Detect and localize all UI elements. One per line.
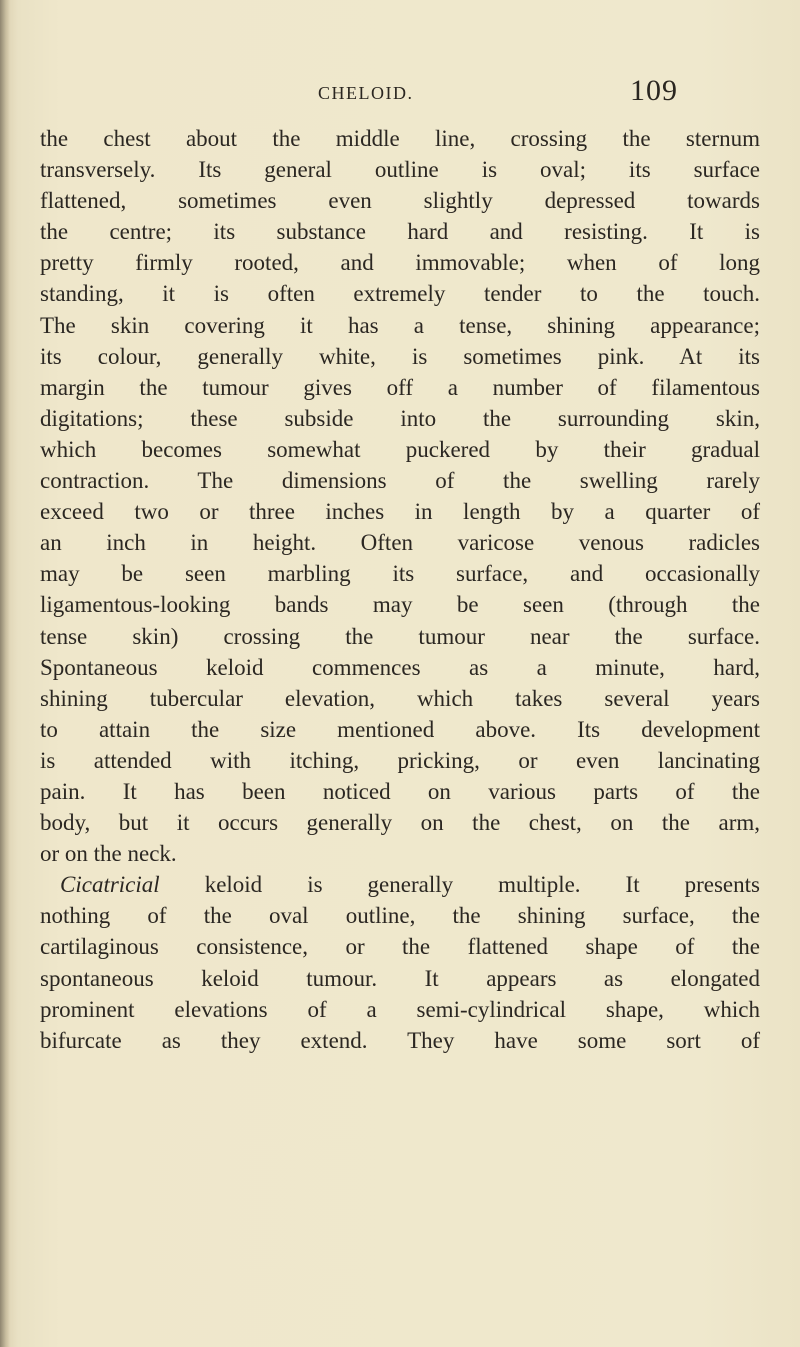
text-line: standing, it is often extremely tender to the touch. — [40, 281, 760, 307]
running-head — [0, 74, 800, 114]
text-line: digitations; these subside into the surrounding skin, — [40, 405, 760, 431]
text-line: tense skin) crossing the tumour near the surface. — [40, 623, 760, 649]
page-number: 109 — [630, 74, 678, 107]
text-line: Spontaneous keloid commences as a minute, hard, — [40, 654, 760, 680]
text-line: exceed two or three inches in length by a quarter of — [40, 499, 760, 525]
text-line: spontaneous keloid tumour. It appears as elongated — [40, 965, 760, 991]
header-title: CHELOID. — [318, 83, 414, 103]
text-line: cartilaginous consistence, or the flattened shape of the — [40, 934, 760, 960]
text-line: or on the neck. — [40, 841, 177, 867]
binding-gutter-shadow — [0, 0, 10, 1347]
text-line-rest: keloid is generally multiple. It presents — [204, 872, 760, 898]
text-line: prominent elevations of a semi-cylindrical shape, which — [40, 996, 760, 1022]
text-line: transversely. Its general outline is oval; its surface — [40, 157, 760, 183]
text-line: may be seen marbling its surface, and occasionally — [40, 561, 760, 587]
text-line: bifurcate as they extend. They have some sort of — [40, 1027, 760, 1053]
text-line: ligamentous-looking bands may be seen (through the — [40, 592, 760, 618]
text-line: the centre; its substance hard and resisting. It is — [40, 219, 760, 245]
italic-lead-word: Cicatricial — [60, 872, 160, 898]
text-line: its colour, generally white, is sometimes pink. At its — [40, 343, 760, 369]
text-line: pain. It has been noticed on various parts of the — [40, 778, 760, 804]
text-line: contraction. The dimensions of the swelling rarely — [40, 468, 760, 494]
text-line: shining tubercular elevation, which takes several years — [40, 685, 760, 711]
paragraph-first-line — [40, 869, 760, 900]
text-line: The skin covering it has a tense, shining appearance; — [40, 312, 760, 338]
text-line: to attain the size mentioned above. Its development — [40, 716, 760, 742]
text-line: which becomes somewhat puckered by their gradual — [40, 436, 760, 462]
text-line: flattened, sometimes even slightly depressed towards — [40, 188, 760, 214]
text-line: nothing of the oval outline, the shining surface, the — [40, 903, 760, 929]
body-text — [40, 123, 760, 1056]
text-line: margin the tumour gives off a number of filamentous — [40, 374, 760, 400]
text-line: is attended with itching, pricking, or even lancinating — [40, 747, 760, 773]
text-line: pretty firmly rooted, and immovable; when of long — [40, 250, 760, 276]
text-line: the chest about the middle line, crossing the sternum — [40, 126, 760, 151]
text-line: body, but it occurs generally on the chest, on the arm, — [40, 810, 760, 836]
text-line: an inch in height. Often varicose venous radicles — [40, 530, 760, 556]
